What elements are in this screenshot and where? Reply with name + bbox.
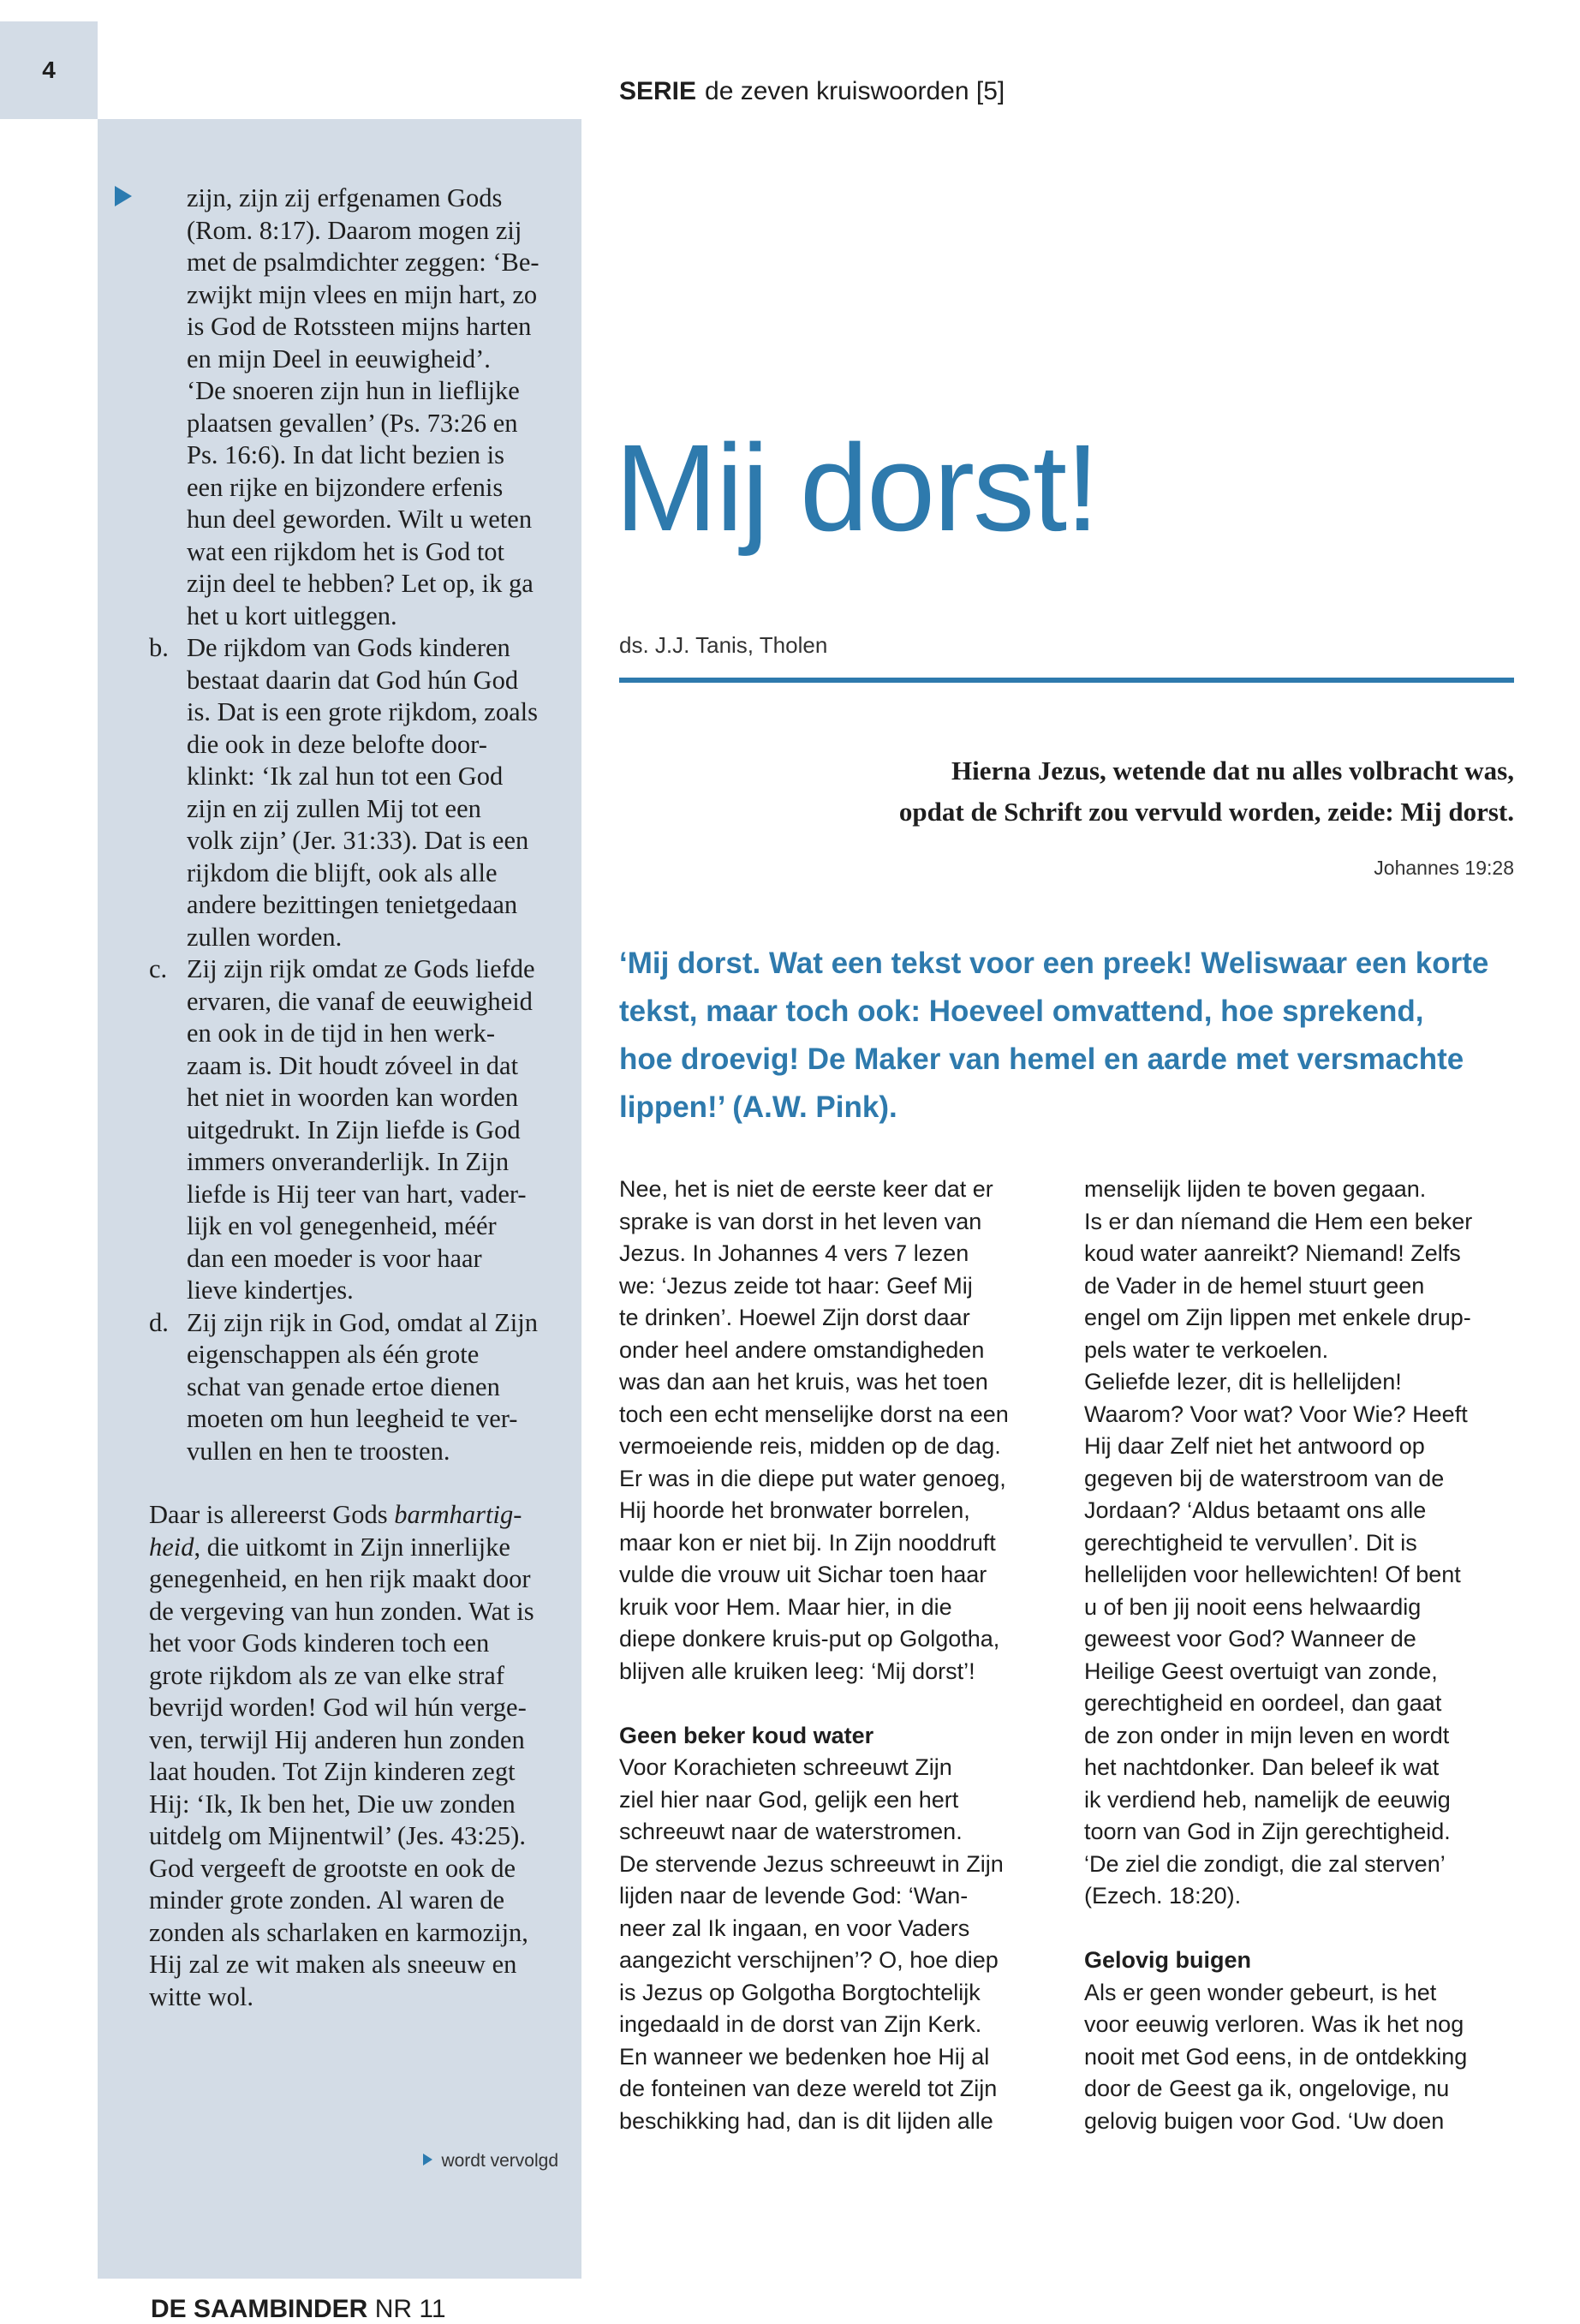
text-line: vermoeiende reis, midden op de dag.: [619, 1433, 1001, 1459]
text-line: die ook in deze belofte door-: [187, 729, 487, 759]
text-line: zijn en zij zullen Mij tot een: [187, 793, 481, 823]
lead-line: lippen!’ (A.W. Pink).: [619, 1090, 897, 1124]
text-line: eigenschappen als één grote: [187, 1340, 480, 1369]
text-line: Hij zal ze wit maken als sneeuw en: [149, 1950, 517, 1979]
text-line: de Vader in de hemel stuurt geen: [1084, 1272, 1425, 1299]
lead-paragraph: [619, 940, 1527, 1132]
text-line: de fonteinen van deze wereld tot Zijn: [619, 2076, 998, 2101]
text-line: door de Geest ga ik, ongelovige, nu: [1084, 2076, 1450, 2101]
continued-notice: [423, 2151, 558, 2172]
text-line: u of ben jij nooit eens helwaardig: [1084, 1593, 1422, 1620]
text-line: Als er geen wonder gebeurt, is het: [1084, 1979, 1437, 2005]
text-line: ervaren, die vanaf de eeuwigheid: [187, 986, 533, 1016]
emphasis-text: heid: [149, 1532, 194, 1562]
text-line: laat houden. Tot Zijn kinderen zegt: [149, 1757, 516, 1786]
text-line: toorn van God in Zijn gerechtigheid.: [1084, 1819, 1451, 1844]
continued-arrow-icon: [423, 2154, 432, 2166]
text-line: en mijn Deel in eeuwigheid’.: [187, 344, 491, 373]
text-line: aangezicht verschijnen’? O, hoe diep: [619, 1947, 999, 1973]
text-line: witte wol.: [149, 1981, 253, 2011]
text-line: Hij hoorde het bronwater borrelen,: [619, 1497, 970, 1523]
text-line: uitdelg om Mijnentwil’ (Jes. 43:25).: [149, 1821, 526, 1850]
text-line: gegeven bij de waterstroom van de: [1084, 1465, 1445, 1491]
list-item-label: d.: [149, 1307, 169, 1337]
text-line: [149, 1532, 569, 1564]
lead-line: tekst, maar toch ook: Hoeveel omvattend, hoe sprekend,: [619, 995, 1424, 1028]
text-line: lijk en vol genegenheid, méér: [187, 1211, 497, 1240]
text-line: zijn deel te hebben? Let op, ik ga: [187, 569, 534, 598]
text-line: menselijk lijden te boven gegaan.: [1084, 1176, 1427, 1202]
text-line: vulde die vrouw uit Sichar toen haar: [619, 1562, 987, 1587]
text-line: voor eeuwig verloren. Was ik het nog: [1084, 2011, 1464, 2037]
text-line: moeten om hun leegheid te ver-: [187, 1404, 518, 1433]
text-line: nooit met God eens, in de ontdekking: [1084, 2043, 1468, 2070]
text-line: grote rijkdom als ze van elke straf: [149, 1660, 504, 1690]
text-line: koud water aanreikt? Niemand! Zelfs: [1084, 1240, 1461, 1266]
text-line: zaam is. Dit houdt zóveel in dat: [187, 1050, 519, 1080]
text-line: immers onveranderlijk. In Zijn: [187, 1147, 510, 1176]
running-header: [619, 77, 1005, 106]
text-line: en ook in de tijd in hen werk-: [187, 1019, 495, 1048]
text-line: de vergeving van hun zonden. Wat is: [149, 1596, 534, 1626]
text-line: het voor Gods kinderen toch een: [149, 1628, 490, 1658]
text-line: andere bezittingen tenietgedaan: [187, 890, 518, 919]
text-line: maar kon er niet bij. In Zijn nooddruft: [619, 1529, 996, 1556]
lead-line: hoe droevig! De Maker van hemel en aarde met versmachte: [619, 1043, 1464, 1076]
continuation-arrow-icon: [115, 186, 132, 206]
text-line: En wanneer we bedenken hoe Hij al: [619, 2043, 990, 2070]
text-line: zonden als scharlaken en karmozijn,: [149, 1917, 528, 1947]
text-line: neer zal Ik ingaan, en voor Vaders: [619, 1915, 970, 1941]
header-title: de zeven kruiswoorden [5]: [705, 77, 1005, 105]
text-line: bevrijd worden! God wil hún verge-: [149, 1693, 527, 1722]
text-line: ‘De snoeren zijn hun in lieflijke: [187, 376, 520, 405]
text-line: plaatsen gevallen’ (Ps. 73:26 en: [187, 408, 518, 438]
text-line: hun deel geworden. Wilt u weten: [187, 505, 533, 534]
text-line: Jordaan? ‘Aldus betaamt ons alle: [1084, 1497, 1427, 1523]
body-column-1: [619, 1174, 1064, 2137]
text-line: genegenheid, en hen rijk maakt door: [149, 1564, 531, 1593]
text-line: pels water te verkoelen.: [1084, 1336, 1329, 1363]
text-line: (Ezech. 18:20).: [1084, 1883, 1242, 1909]
page-footer: [151, 2295, 446, 2324]
text-line: (Rom. 8:17). Daarom mogen zij: [187, 215, 522, 245]
text-line: schat van genade ertoe dienen: [187, 1371, 500, 1401]
sidebar-paragraph: [149, 1499, 569, 2013]
sidebar-continuation: [149, 182, 569, 632]
text-line: De rijkdom van Gods kinderen: [187, 633, 510, 662]
text-line: Hij daar Zelf niet het antwoord op: [1084, 1433, 1425, 1459]
text-line: een rijke en bijzondere erfenis: [187, 472, 504, 502]
text-line: we: ‘Jezus zeide tot haar: Geef Mij: [619, 1272, 973, 1299]
text-line: het u kort uitleggen.: [187, 600, 397, 630]
text-line: wat een rijkdom het is God tot: [187, 536, 505, 566]
text-line: bestaat daarin dat God hún God: [187, 665, 519, 695]
title-divider: [619, 678, 1514, 683]
text-line: volk zijn’ (Jer. 31:33). Dat is een: [187, 826, 529, 855]
text-line: dan een moeder is voor haar: [187, 1243, 482, 1273]
text-line: te drinken’. Hoewel Zijn dorst daar: [619, 1305, 970, 1330]
text-line: is God de Rotssteen mijns harten: [187, 312, 532, 341]
text-line: het niet in woorden kan worden: [187, 1083, 519, 1112]
text-line: met de psalmdichter zeggen: ‘Be-: [187, 248, 540, 277]
text-line: hellelijden voor hellewichten! Of bent: [1084, 1562, 1461, 1587]
text-line: het nachtdonker. Dan beleef ik wat: [1084, 1754, 1440, 1780]
sidebar-text: [149, 182, 569, 2013]
text-line: blijven alle kruiken leeg: ‘Mij dorst’!: [619, 1658, 975, 1684]
text-line: ik verdiend heb, namelijk de eeuwig: [1084, 1786, 1451, 1813]
footer-magazine: DE SAAMBINDER: [151, 2295, 368, 2323]
subheading-geen-beker: Geen beker koud water: [619, 1722, 874, 1748]
text-line: rijkdom die blijft, ook als alle: [187, 857, 498, 887]
text-line: Heilige Geest overtuigt van zonde,: [1084, 1658, 1438, 1684]
text-line: toch een echt menselijke dorst na een: [619, 1401, 1009, 1427]
text-line: Waarom? Voor wat? Voor Wie? Heeft: [1084, 1401, 1468, 1427]
text-line: liefde is Hij teer van hart, vader-: [187, 1179, 527, 1209]
text-line: Zij zijn rijk omdat ze Gods liefde: [187, 954, 535, 983]
text-line: ziel hier naar God, gelijk een hert: [619, 1786, 959, 1813]
text-line: is Jezus op Golgotha Borgtochtelijk: [619, 1979, 981, 2005]
text-line: onder heel andere omstandigheden: [619, 1336, 985, 1363]
article-title: Mij dorst!: [615, 419, 1099, 557]
scripture-line: Hierna Jezus, wetende dat nu alles volbracht was,: [951, 756, 1514, 786]
list-item-label: c.: [149, 954, 168, 983]
text-line: lijden naar de levende God: ‘Wan-: [619, 1883, 969, 1909]
text-line: zijn, zijn zij erfgenamen Gods: [187, 183, 503, 212]
text-line: minder grote zonden. Al waren de: [149, 1885, 504, 1915]
text-line: geweest voor God? Wanneer de: [1084, 1626, 1416, 1652]
text-line: zwijkt mijn vlees en mijn hart, zo: [187, 279, 538, 309]
text-line: Voor Korachieten schreeuwt Zijn: [619, 1754, 952, 1780]
text-line: Jezus. In Johannes 4 vers 7 lezen: [619, 1240, 969, 1266]
continued-label: wordt vervolgd: [441, 2151, 558, 2171]
article-author: ds. J.J. Tanis, Tholen: [619, 632, 828, 658]
page-number-box: [0, 21, 98, 119]
text-line: zullen worden.: [187, 922, 343, 952]
list-item-c: [149, 953, 569, 1307]
text-line: gelovig buigen voor God. ‘Uw doen: [1084, 2107, 1445, 2134]
scripture-reference: Johannes 19:28: [1374, 857, 1514, 879]
text-line: God vergeeft de grootste en ook de: [149, 1853, 516, 1883]
scripture-quote: [619, 750, 1514, 833]
text-line: vullen en hen te troosten.: [187, 1436, 450, 1466]
text-line: ven, terwijl Hij anderen hun zonden: [149, 1724, 525, 1754]
text-line: uitgedrukt. In Zijn liefde is God: [187, 1114, 521, 1144]
lead-line: ‘Mij dorst. Wat een tekst voor een preek! Weliswaar een korte: [619, 947, 1489, 980]
text-line: beschikking had, dan is dit lijden alle: [619, 2107, 993, 2134]
text-run: Daar is allereerst Gods: [149, 1500, 395, 1529]
text-line: lieve kindertjes.: [187, 1276, 354, 1305]
list-item-b: [149, 632, 569, 953]
text-line: Hij: ‘Ik, Ik ben het, Die uw zonden: [149, 1789, 516, 1819]
text-line: sprake is van dorst in het leven van: [619, 1208, 982, 1234]
text-line: De stervende Jezus schreeuwt in Zijn: [619, 1850, 1004, 1877]
text-line: Zij zijn rijk in God, omdat al Zijn: [187, 1307, 538, 1337]
text-line: Is er dan níemand die Hem een beker: [1084, 1208, 1473, 1234]
list-item-label: b.: [149, 633, 169, 662]
text-line: kruik voor Hem. Maar hier, in die: [619, 1593, 952, 1620]
scripture-line: opdat de Schrift zou vervuld worden, zeide: Mij dorst.: [898, 797, 1514, 827]
text-line: engel om Zijn lippen met enkele drup-: [1084, 1305, 1471, 1330]
text-line: [149, 1499, 569, 1532]
paragraph-gap: [619, 1688, 1064, 1720]
text-line: gerechtigheid te vervullen’. Dit is: [1084, 1529, 1417, 1556]
text-line: Nee, het is niet de eerste keer dat er: [619, 1176, 993, 1202]
text-line: Ps. 16:6). In dat licht bezien is: [187, 440, 505, 469]
text-line: diepe donkere kruis-put op Golgotha,: [619, 1626, 1000, 1652]
footer-issue: NR 11: [374, 2295, 446, 2323]
list-item-d: [149, 1307, 569, 1468]
subheading-gelovig-buigen: Gelovig buigen: [1084, 1947, 1252, 1973]
paragraph-gap: [1084, 1913, 1529, 1945]
text-line: ingedaald in de dorst van Zijn Kerk.: [619, 2011, 982, 2037]
text-line: de zon onder in mijn leven en wordt: [1084, 1722, 1450, 1748]
text-line: was dan aan het kruis, was het toen: [619, 1369, 988, 1395]
page-number: 4: [42, 57, 56, 83]
text-line: schreeuwt naar de waterstromen.: [619, 1819, 963, 1844]
text-line: ‘De ziel die zondigt, die zal sterven’: [1084, 1850, 1446, 1877]
text-line: Er was in die diepe put water genoeg,: [619, 1465, 1006, 1491]
text-run: , die uitkomt in Zijn innerlijke: [194, 1532, 510, 1562]
text-line: gerechtigheid en oordeel, dan gaat: [1084, 1690, 1442, 1716]
text-line: Geliefde lezer, dit is hellelijden!: [1084, 1369, 1402, 1395]
emphasis-text: barmhartig-: [394, 1500, 522, 1529]
text-line: klinkt: ‘Ik zal hun tot een God: [187, 762, 504, 791]
text-line: is. Dat is een grote rijkdom, zoals: [187, 697, 538, 726]
sidebar-column: [98, 119, 581, 2323]
header-serie: SERIE: [619, 77, 697, 105]
body-column-2: [1084, 1174, 1529, 2137]
